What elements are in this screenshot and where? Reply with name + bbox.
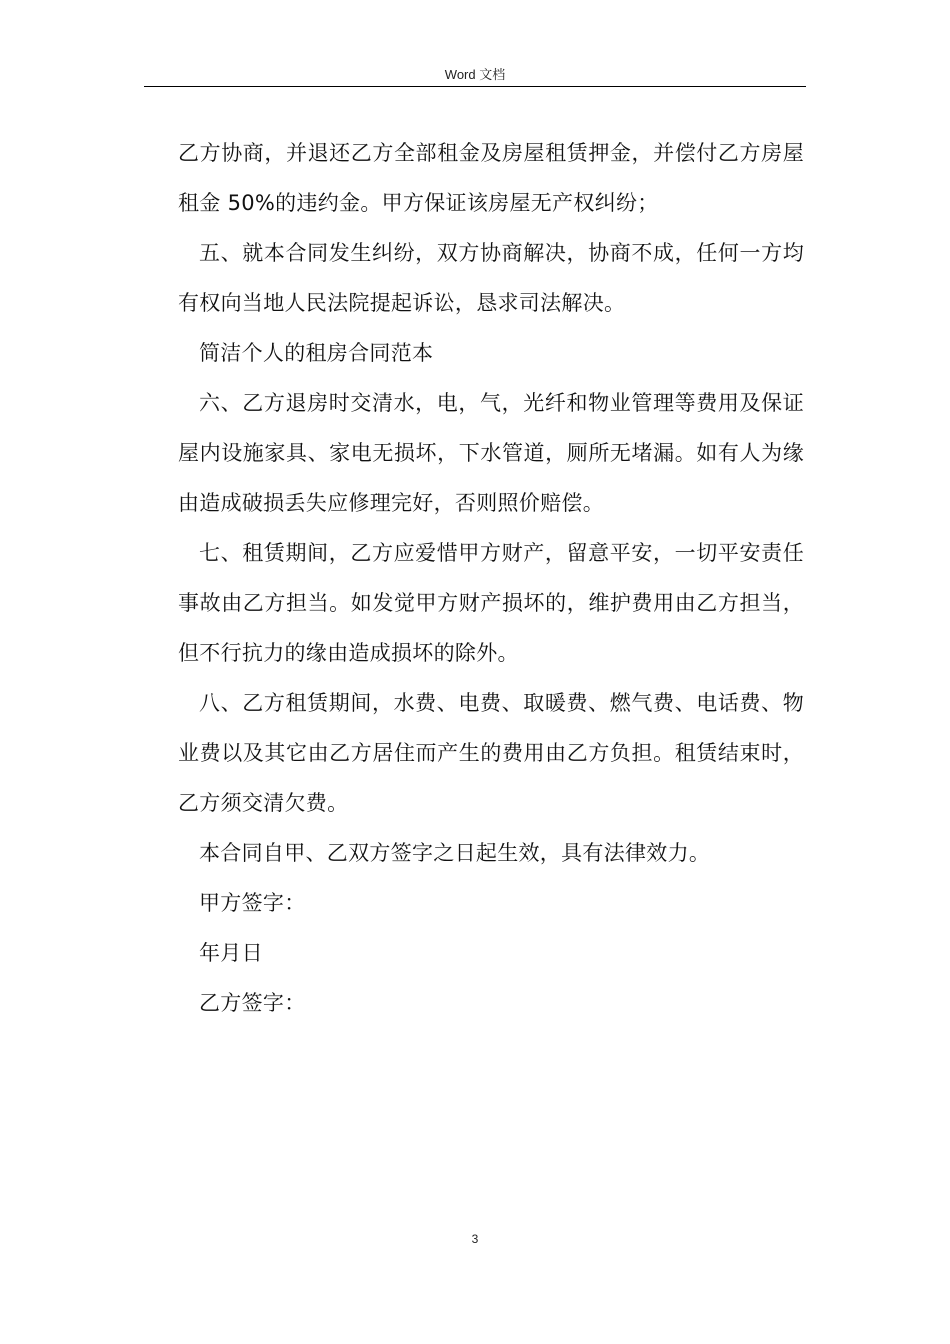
page-header-title: Word 文档 [444, 67, 506, 82]
paragraph-clause-5: 五、就本合同发生纠纷，双方协商解决，协商不成，任何一方均有权向当地人民法院提起诉讼，恳求司法解决。 [178, 241, 804, 315]
section-heading: 简洁个人的租房合同范本 [199, 341, 434, 365]
page-number: 3 [471, 1232, 479, 1246]
date-line: 年月日 [199, 941, 263, 965]
paragraph-clause-7: 七、租赁期间，乙方应爱惜甲方财产，留意平安，一切平安责任事故由乙方担当。如发觉甲方财产损坏的，维护费用由乙方担当，但不行抗力的缘由造成损坏的除外。 [178, 541, 804, 665]
party-a-signature-line: 甲方签字： [199, 891, 306, 915]
header-divider [144, 86, 806, 87]
paragraph-clause-8: 八、乙方租赁期间，水费、电费、取暖费、燃气费、电话费、物业费以及其它由乙方居住而产生的费用由乙方负担。租赁结束时，乙方须交清欠费。 [178, 691, 804, 815]
paragraph-continuation: 乙方协商，并退还乙方全部租金及房屋租赁押金，并偿付乙方房屋租金 50%的违约金。甲方保证该房屋无产权纠纷； [178, 141, 804, 215]
paragraph-clause-6: 六、乙方退房时交清水，电，气，光纤和物业管理等费用及保证屋内设施家具、家电无损坏，下水管道，厕所无堵漏。如有人为缘由造成破损丢失应修理完好，否则照价赔偿。 [178, 391, 804, 515]
paragraph-effective-clause: 本合同自甲、乙双方签字之日起生效，具有法律效力。 [199, 841, 711, 865]
document-body [178, 128, 804, 1028]
party-b-signature-line: 乙方签字： [199, 991, 306, 1015]
